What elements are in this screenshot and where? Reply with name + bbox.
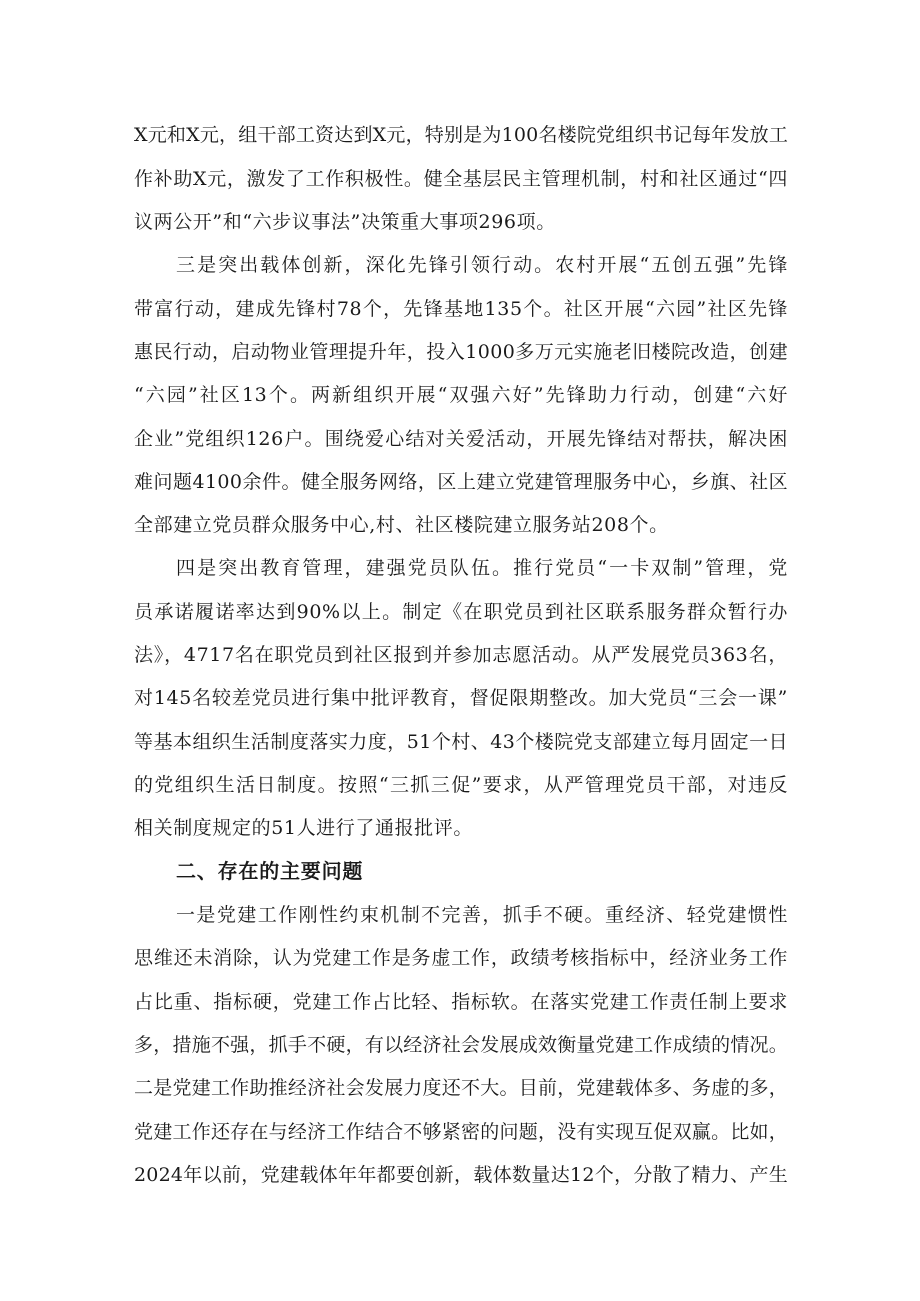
text-line: 相关制度规定的51人进行了通报批评。 [134,817,473,839]
text-line: “六园”社区13个。两新组织开展“双强六好”先锋助力行动，创建“六好 [134,384,788,406]
text-line: 法》，4717名在职党员到社区报到并参加志愿活动。从严发展党员363名， [134,644,788,666]
text-line: 员承诺履诺率达到90%以上。制定《在职党员到社区联系服务群众暂行办 [134,601,788,623]
text-line: 作补助X元，激发了工作积极性。健全基层民主管理机制，村和社区通过“四 [134,168,788,190]
section-heading: 二、存在的主要问题 [176,859,364,883]
text-line: 党建工作还存在与经济工作结合不够紧密的问题，没有实现互促双赢。比如， [134,1121,788,1143]
text-line: 2024年以前，党建载体年年都要创新，载体数量达12个，分散了精力、产生 [134,1164,788,1186]
text-line: 对145名较差党员进行集中批评教育，督促限期整改。加大党员“三会一课” [134,687,788,709]
text-line: 的党组织生活日制度。按照“三抓三促”要求，从严管理党员干部，对违反 [134,774,788,796]
text-line: 等基本组织生活制度落实力度，51个村、43个楼院党支部建立每月固定一日 [134,731,788,753]
text-line: 带富行动，建成先锋村78个，先锋基地135个。社区开展“六园”社区先锋 [134,298,788,320]
text-line: 四是突出教育管理，建强党员队伍。推行党员“一卡双制”管理，党 [176,557,788,579]
text-line: 企业”党组织126户。围绕爱心结对关爱活动，开展先锋结对帮扶，解决困 [134,428,788,450]
text-line: X元和X元，组干部工资达到X元，特别是为100名楼院党组织书记每年发放工 [134,124,789,146]
text-line: 一是党建工作刚性约束机制不完善，抓手不硬。重经济、轻党建惯性 [176,904,788,926]
text-line: 惠民行动，启动物业管理提升年，投入1000多万元实施老旧楼院改造，创建 [134,341,788,363]
text-line: 多，措施不强，抓手不硬，有以经济社会发展成效衡量党建工作成绩的情况。 [134,1034,788,1056]
text-line: 思维还未消除，认为党建工作是务虚工作，政绩考核指标中，经济业务工作 [134,947,788,969]
text-line: 三是突出载体创新，深化先锋引领行动。农村开展“五创五强”先锋 [176,254,788,276]
text-line: 难问题4100余件。健全服务网络，区上建立党建管理服务中心，乡旗、社区 [134,471,788,493]
text-line: 议两公开”和“六步议事法”决策重大事项296项。 [134,211,556,233]
text-line: 占比重、指标硬，党建工作占比轻、指标软。在落实党建工作责任制上要求 [134,991,788,1013]
text-line: 二是党建工作助推经济社会发展力度还不大。目前，党建载体多、务虚的多， [134,1077,788,1099]
text-line: 全部建立党员群众服务中心,村、社区楼院建立服务站208个。 [134,514,669,536]
